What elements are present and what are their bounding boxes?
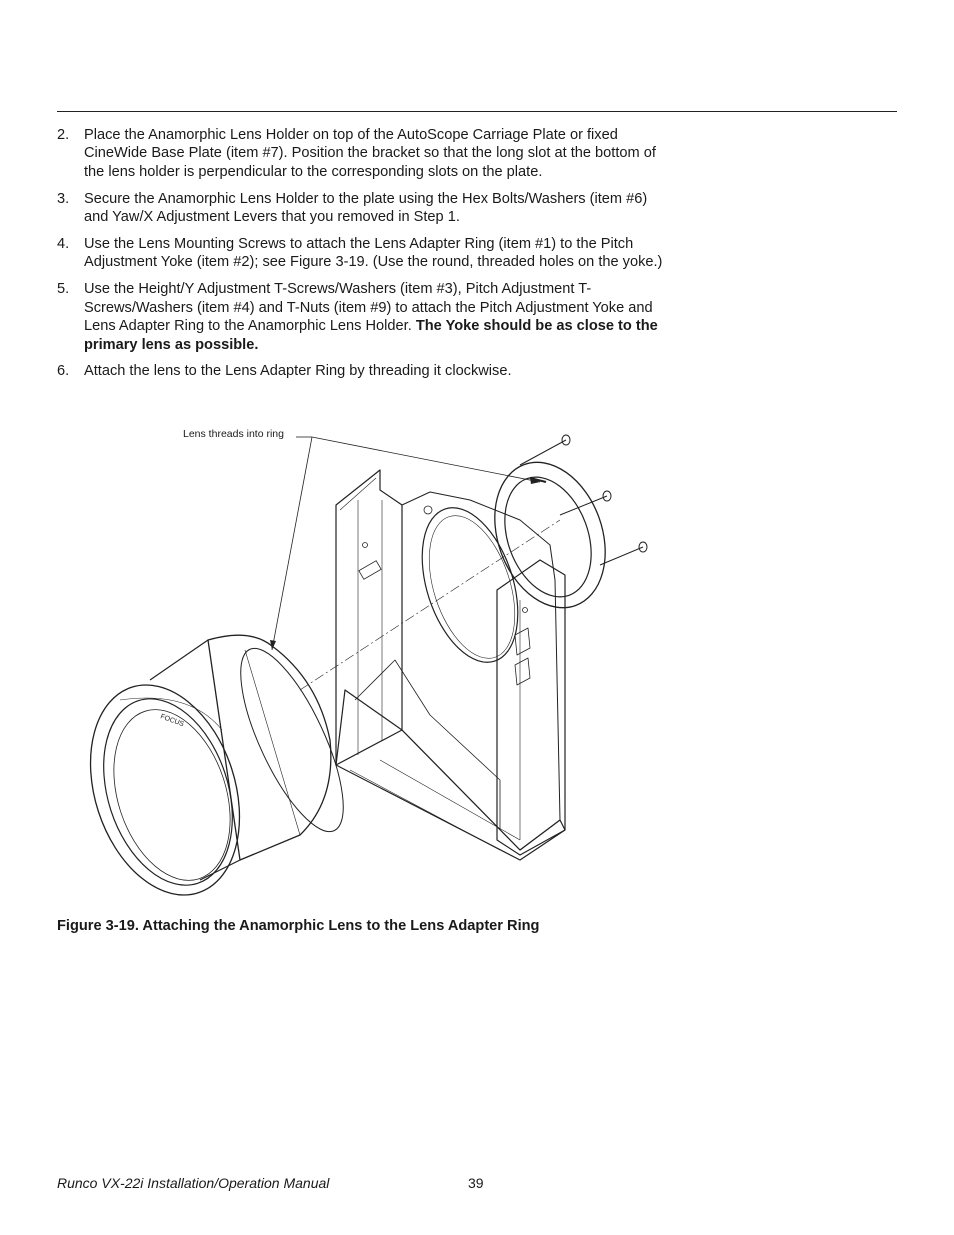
step-number: 6. <box>57 363 70 380</box>
step-text: Place the Anamorphic Lens Holder on top of the AutoScope Carriage Plate or fixed CineWide Base Plate (item #7). Position the bracket so that the long slot at the bottom of the lens holder is perpendicular to the corresponding slots on the plate. <box>84 127 656 180</box>
step-text: Secure the Anamorphic Lens Holder to the plate using the Hex Bolts/Washers (item #6) and Yaw/X Adjustment Levers that you removed in Step 1. <box>84 190 648 226</box>
step-number: 4. <box>57 236 70 253</box>
step-text: Use the Height/Y Adjustment T-Screws/Washers (item #3), Pitch Adjustment T-Screws/Washers (item #4) and T-Nuts (item #9) to attach the Pitch Adjustment Yoke and Lens Adapter Ring to the Anamorphic Lens Holder. <box>84 281 653 335</box>
instruction-steps <box>57 126 667 389</box>
step-4 <box>57 235 667 272</box>
step-text: Attach the lens to the Lens Adapter Ring by threading it clockwise. <box>84 363 512 380</box>
step-number: 5. <box>57 281 70 298</box>
footer-page-number: 39 <box>468 1175 484 1191</box>
figure-callout: Lens threads into ring <box>183 428 284 440</box>
step-3 <box>57 190 667 227</box>
step-2 <box>57 126 667 181</box>
step-number: 3. <box>57 190 70 207</box>
step-bold-note: The Yoke should be as close to the primary lens as possible. <box>84 318 658 353</box>
step-6 <box>57 362 667 380</box>
header-rule <box>57 111 897 112</box>
footer-manual-title: Runco VX-22i Installation/Operation Manual <box>57 1175 330 1191</box>
step-text: Use the Lens Mounting Screws to attach the Lens Adapter Ring (item #1) to the Pitch Adjustment Yoke (item #2); see Figure 3-19. (Use the round, threaded holes on the yoke.) <box>84 236 663 271</box>
lens-focus-marking: FOCUS <box>159 713 185 729</box>
figure-caption: Figure 3-19. Attaching the Anamorphic Lens to the Lens Adapter Ring <box>57 918 540 934</box>
lens-assembly-illustration <box>80 420 680 900</box>
step-5 <box>57 280 667 354</box>
step-number: 2. <box>57 127 70 143</box>
